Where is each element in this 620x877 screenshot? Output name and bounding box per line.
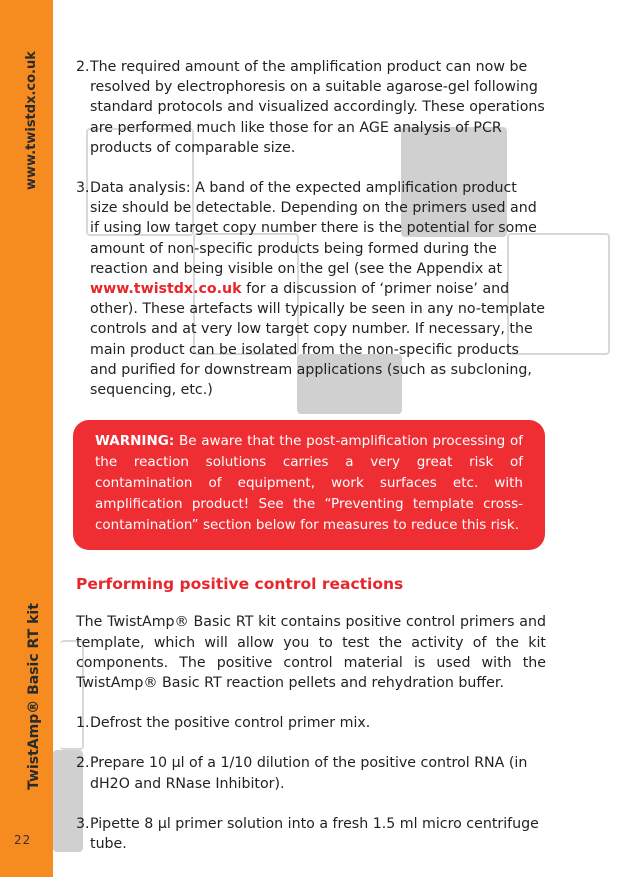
website-label: www.twistdx.co.uk xyxy=(24,51,39,190)
list-item xyxy=(76,713,546,733)
warning-text: Be aware that the post-amplification processing of the reaction solutions carries a very great risk of contamination of equipment, work surfaces etc. with amplification product! See the “Preventing template cross-contamination” section below for measures to reduce this risk. xyxy=(95,433,523,534)
step-text: Data analysis: A band of the expected amplification product size should be detectable. Depending on the primers used and if using low target copy number there is the potential for some amount of non-specific products being formed during the reaction and being visible on the gel (see the Appendix at xyxy=(90,180,537,277)
step-number: 3. xyxy=(76,815,90,832)
website-link[interactable]: www.twistdx.co.uk xyxy=(90,281,242,298)
step-text: for a discussion of ‘primer noise’ and other). These artefacts will typically be seen in any no-template controls and at very low target copy number. If necessary, the main product can be isolated from the non-specific products and purified for downstream applications (such as subcloning, sequencing, etc.) xyxy=(90,281,545,399)
step-text: Pipette 8 µl primer solution into a fresh 1.5 ml micro centrifuge tube. xyxy=(90,815,539,853)
list-item xyxy=(76,178,546,400)
step-number: 2. xyxy=(76,59,90,75)
warning-label: WARNING: xyxy=(95,433,175,450)
step-text: The required amount of the amplification product can now be resolved by electrophoresis on a suitable agarose-gel following standard protocols and visualized accordingly. These operations are performed much like those for an AGE analysis of PCR products of comparable size. xyxy=(90,59,545,156)
step-number: 3. xyxy=(76,180,90,197)
list-item xyxy=(76,753,546,793)
section-intro: The TwistAmp® Basic RT kit contains positive control primers and template, which will allow you to test the activity of the kit components. The positive control material is used with the TwistAmp® Basic RT reaction pellets and rehydration buffer. xyxy=(76,614,546,692)
step-number: 1. xyxy=(76,715,90,732)
list-item xyxy=(76,814,546,854)
section-heading: Performing positive control reactions xyxy=(76,575,404,594)
step-number: 2. xyxy=(76,755,90,772)
step-text: Prepare 10 µl of a 1/10 dilution of the positive control RNA (in dH2O and RNase Inhibitor). xyxy=(90,755,528,792)
step-text: Defrost the positive control primer mix. xyxy=(90,715,371,732)
list-item xyxy=(76,57,546,158)
sidebar xyxy=(0,0,53,877)
warning-box xyxy=(73,420,545,550)
page-number: 22 xyxy=(14,833,32,847)
kit-title: TwistAmp® Basic RT kit xyxy=(26,603,42,790)
page-content xyxy=(76,57,546,854)
